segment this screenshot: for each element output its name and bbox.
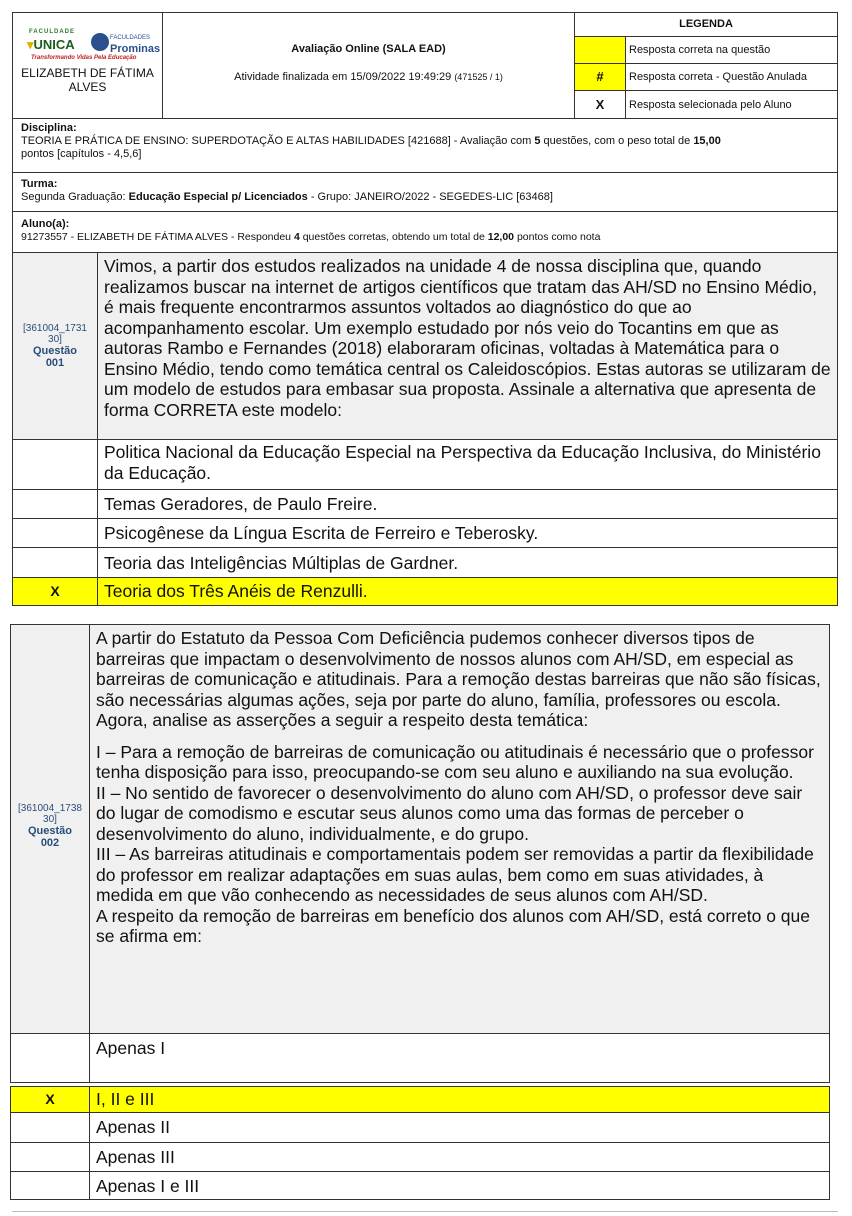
logo-slogan: Transformando Vidas Pela Educação [31,55,137,61]
assertion-2: II – No sentido de favorecer o desenvolvimento do aluno com AH/SD, o professor deve sair do lugar de comodismo e escutar seus alunos como uma das formas de perceber o desenvolvimento do aluno, individualmente, e do grupo. [96,782,803,844]
legend-text: Resposta selecionada pelo Aluno [629,98,792,111]
disciplina-section [12,118,838,173]
legend-row-correct [574,36,838,64]
option-text[interactable]: Apenas I [89,1033,830,1083]
aluno-label: Aluno(a): [21,218,70,230]
question-001-sidebar [12,252,98,440]
question-002-statement [89,624,830,1034]
option-mark-selected[interactable]: X [12,577,98,606]
option-mark[interactable] [10,1171,90,1200]
question-code: [361004_1738 30] [18,803,82,825]
logo-prominas-small: FACULDADES [110,35,151,41]
option-text[interactable]: Temas Geradores, de Paulo Freire. [97,489,838,519]
option-mark-selected[interactable]: X [10,1086,90,1113]
option-text[interactable]: Apenas I e III [89,1171,830,1200]
option-mark[interactable] [12,489,98,519]
option-text-selected[interactable]: Teoria dos Três Anéis de Renzulli. [97,577,838,606]
unica-mark-icon: ▾ [27,37,34,52]
option-text[interactable]: Psicogênese da Língua Escrita de Ferreiro e Teberosky. [97,518,838,548]
option-mark[interactable] [10,1033,90,1083]
page-title: Avaliação Online (SALA EAD) [291,43,446,55]
finished-timestamp: Atividade finalizada em 15/09/2022 19:49:29 (471525 / 1) [234,71,503,83]
student-header-cell [12,12,163,119]
option-mark[interactable] [12,518,98,548]
turma-text: Segunda Graduação: Educação Especial p/ Licenciados - Grupo: JANEIRO/2022 - SEGEDES-LIC [63468] [21,191,553,203]
assertion-3: III – As barreiras atitudinais e comportamentais podem ser removidas a partir da flexibilidade do professor em realizar adaptações em suas aulas, bem como em suas atividades, à medida em que vão conhecendo as necessidades de seus alunos com AH/SD. [96,844,814,905]
exam-title-cell [162,12,575,119]
question-number: 002 [40,837,60,849]
logo-prominas: Prominas [110,43,161,55]
question-001-statement: Vimos, a partir dos estudos realizados na unidade 4 de nossa disciplina que, quando realizamos buscar na internet de artigos científicos que tratam das AH/SD no Ensino Médio, é mais frequente encontrarmos assuntos voltados ao diagnóstico do que ao acompanhamento escolar. Um exemplo estudado por nós veio do Tocantins em que as autoras Rambo e Fernandes (2018) elaboraram oficinas, voltadas à Matemática para o Ensino Médio, tendo como temática central os Caleidoscópios. Estas autoras se utilizaram de um modelo de estudos para embasar sua proposta. Assinale a alternativa que apresenta de forma CORRETA este modelo: [97,252,838,440]
aluno-section [12,211,838,253]
question-number: 001 [45,357,65,369]
question-prompt: A respeito da remoção de barreiras em benefício dos alunos com AH/SD, está correto o que se afirma em: [96,905,810,946]
question-002-sidebar [10,624,90,1034]
option-mark[interactable] [10,1142,90,1172]
disciplina-text: TEORIA E PRÁTICA DE ENSINO: SUPERDOTAÇÃO E ALTAS HABILIDADES [421688] - Avaliação com 5 questões, com o peso total de 15,00 pontos [capítulos - 4,5,6] [21,135,721,160]
option-text[interactable]: Politica Nacional da Educação Especial na Perspectiva da Educação Inclusiva, do Ministério da Educação. [97,439,838,490]
question-intro: A partir do Estatuto da Pessoa Com Deficiência pudemos conhecer diversos tipos de barreiras que impactam o desenvolvimento de nossos alunos com AH/SD, em especial as barreiras de comunicação e atitudinais. Para a remoção destas barreiras que não são físicas, são necessárias algumas ações, seja por parte do aluno, família, professores ou escola. Agora, analise as asserções a seguir a respeito desta temática: [96,628,821,730]
option-text[interactable]: Teoria das Inteligências Múltiplas de Gardner. [97,547,838,578]
turma-label: Turma: [21,178,58,190]
student-name: ELIZABETH DE FÁTIMA ALVES [21,66,154,94]
assertion-1: I – Para a remoção de barreiras de comunicação ou atitudinais é necessário que o professor tenha disposição para isso, preocupando-se com seu aluno e auxiliando na sua evolução. [96,741,814,782]
question-label: Questão [27,825,72,837]
legend-row-annulled [574,63,838,91]
option-text-selected[interactable]: I, II e III [89,1086,830,1113]
legend-text: Resposta correta na questão [629,44,771,56]
question-label: Questão [32,345,77,357]
aluno-text: 91273557 - ELIZABETH DE FÁTIMA ALVES - Respondeu 4 questões corretas, obtendo um total de 12,00 pontos como nota [21,231,601,243]
turma-section [12,172,838,212]
option-text[interactable]: Apenas III [89,1142,830,1172]
legend-symbol: # [575,64,626,90]
legend [574,12,838,119]
legend-symbol: X [575,91,626,118]
legend-title: LEGENDA [574,12,838,37]
option-mark[interactable] [12,439,98,490]
logo-faculdade: FACULDADE [29,29,75,35]
bottom-divider [12,1211,838,1212]
disciplina-label: Disciplina: [21,122,77,134]
question-code: [361004_1731 30] [23,323,87,345]
legend-symbol [575,37,626,63]
logo-unica: ▾UNICA [27,37,75,52]
legend-text: Resposta correta - Questão Anulada [629,71,807,83]
option-text[interactable]: Apenas II [89,1112,830,1143]
prominas-globe-icon [91,33,109,51]
option-mark[interactable] [12,547,98,578]
option-mark[interactable] [10,1112,90,1143]
legend-row-selected [574,90,838,119]
